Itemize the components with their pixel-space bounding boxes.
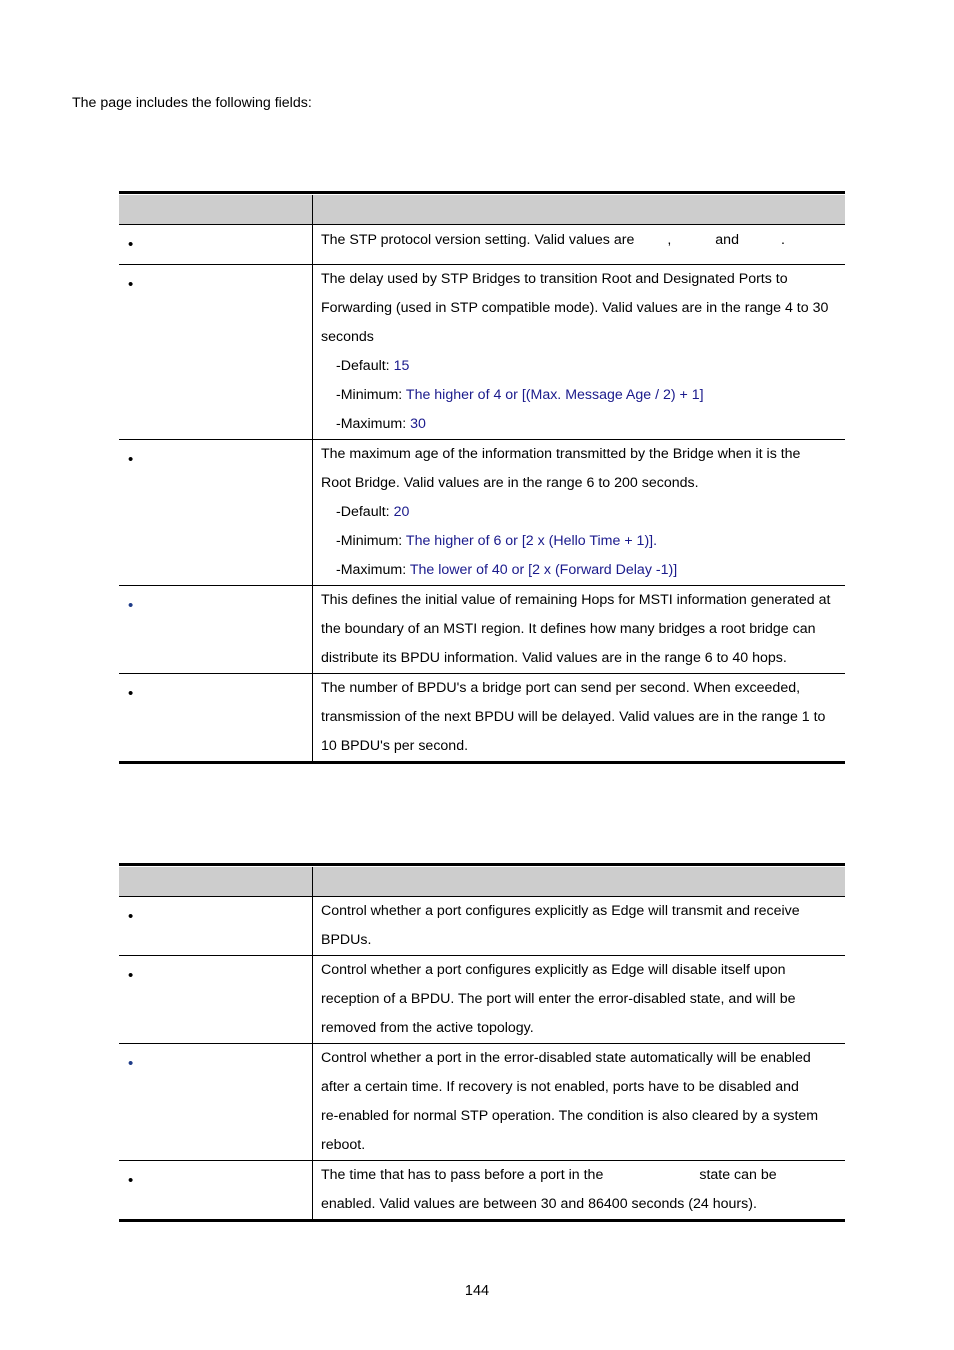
default-value: 20 [393,504,410,520]
row-text: Control whether a port in the error-disabled state automatically will be enabled [321,1050,811,1066]
bullet-icon: • [128,1172,134,1189]
row-text: removed from the active topology. [321,1020,534,1036]
bpdu-settings-table [119,863,845,1222]
minimum-value: The higher of 6 or [2 x (Hello Time + 1)]. [405,533,658,549]
table-row: • The maximum age of the information transmitted by the Bridge when it is the Root Bridge. Valid values are in the range 6 to 200 seconds. -Default: 20 -Minimum: The higher of 6 or [2 x (Hello Time + 1)]. -Maximum: The lower of 40 or [2 x (Forward Delay -1)] [119,440,845,586]
table-row: • The STP protocol version setting. Valid values are , and . [119,225,845,265]
row-text: The time that has to pass before a port in the [321,1167,604,1183]
row-text: reception of a BPDU. The port will enter the error-disabled state, and will be [321,991,796,1007]
table-header [119,867,845,897]
default-value: 15 [393,358,410,374]
row-text: Control whether a port configures explicitly as Edge will transmit and receive [321,903,800,919]
row-text: 10 BPDU's per second. [321,738,469,754]
table-row [119,956,845,1044]
minimum-value: The higher of 4 or [(Max. Message Age / 2) + 1] [405,387,704,403]
row-text: Control whether a port configures explicitly as Edge will disable itself upon [321,962,786,978]
maximum-value: 30 [410,416,426,432]
bullet-icon: • [128,451,134,468]
row-text: The STP protocol version setting. Valid values are [321,232,635,248]
intro-text: The page includes the following fields: [72,95,312,111]
table-row [119,674,845,764]
bullet-icon: • [128,276,134,293]
row-text: This defines the initial value of remaining Hops for MSTI information generated at [321,592,831,608]
bullet-icon: • [128,236,134,253]
bullet-icon: • [128,685,134,702]
table-row: • The delay used by STP Bridges to transition Root and Designated Ports to Forwarding (used in STP compatible mode). Valid values are in the range 4 to 30 seconds -Default: 15 -Minimum: The higher of 4 or [(Max. Message Age / 2) + 1] -Maximum: 30 [119,265,845,440]
row-text: The number of BPDU's a bridge port can send per second. When exceeded, [321,680,801,696]
page-number: 144 [464,1283,490,1299]
table-row [119,586,845,674]
bullet-icon: • [128,908,134,925]
bullet-icon: • [128,597,134,614]
row-text: Forwarding (used in STP compatible mode). Valid values are in the range 4 to 30 [321,300,829,316]
row-text: BPDUs. [321,932,372,948]
row-text: Root Bridge. Valid values are in the range 6 to 200 seconds. [321,475,699,491]
table-row [119,1044,845,1161]
row-text: the boundary of an MSTI region. It defines how many bridges a root bridge can [321,621,816,637]
row-text: The delay used by STP Bridges to transition Root and Designated Ports to [321,271,788,287]
row-text: after a certain time. If recovery is not enabled, ports have to be disabled and [321,1079,799,1095]
maximum-value: The lower of 40 or [2 x (Forward Delay -1)] [409,562,678,578]
row-text: enabled. Valid values are between 30 and 86400 seconds (24 hours). [321,1196,757,1212]
system-settings-table [119,191,845,764]
table-header [119,195,845,225]
row-text: distribute its BPDU information. Valid values are in the range 6 to 40 hops. [321,650,787,666]
row-text: transmission of the next BPDU will be delayed. Valid values are in the range 1 to [321,709,826,725]
bullet-icon: • [128,967,134,984]
row-text: re-enabled for normal STP operation. The condition is also cleared by a system [321,1108,819,1124]
row-text: reboot. [321,1137,366,1153]
table-row [119,897,845,956]
row-text: The maximum age of the information transmitted by the Bridge when it is the [321,446,801,462]
bullet-icon: • [128,1055,134,1072]
table-row: • The time that has to pass before a port in the state can be enabled. Valid values are between 30 and 86400 seconds (24 hours). [119,1161,845,1222]
row-text: seconds [321,329,374,345]
